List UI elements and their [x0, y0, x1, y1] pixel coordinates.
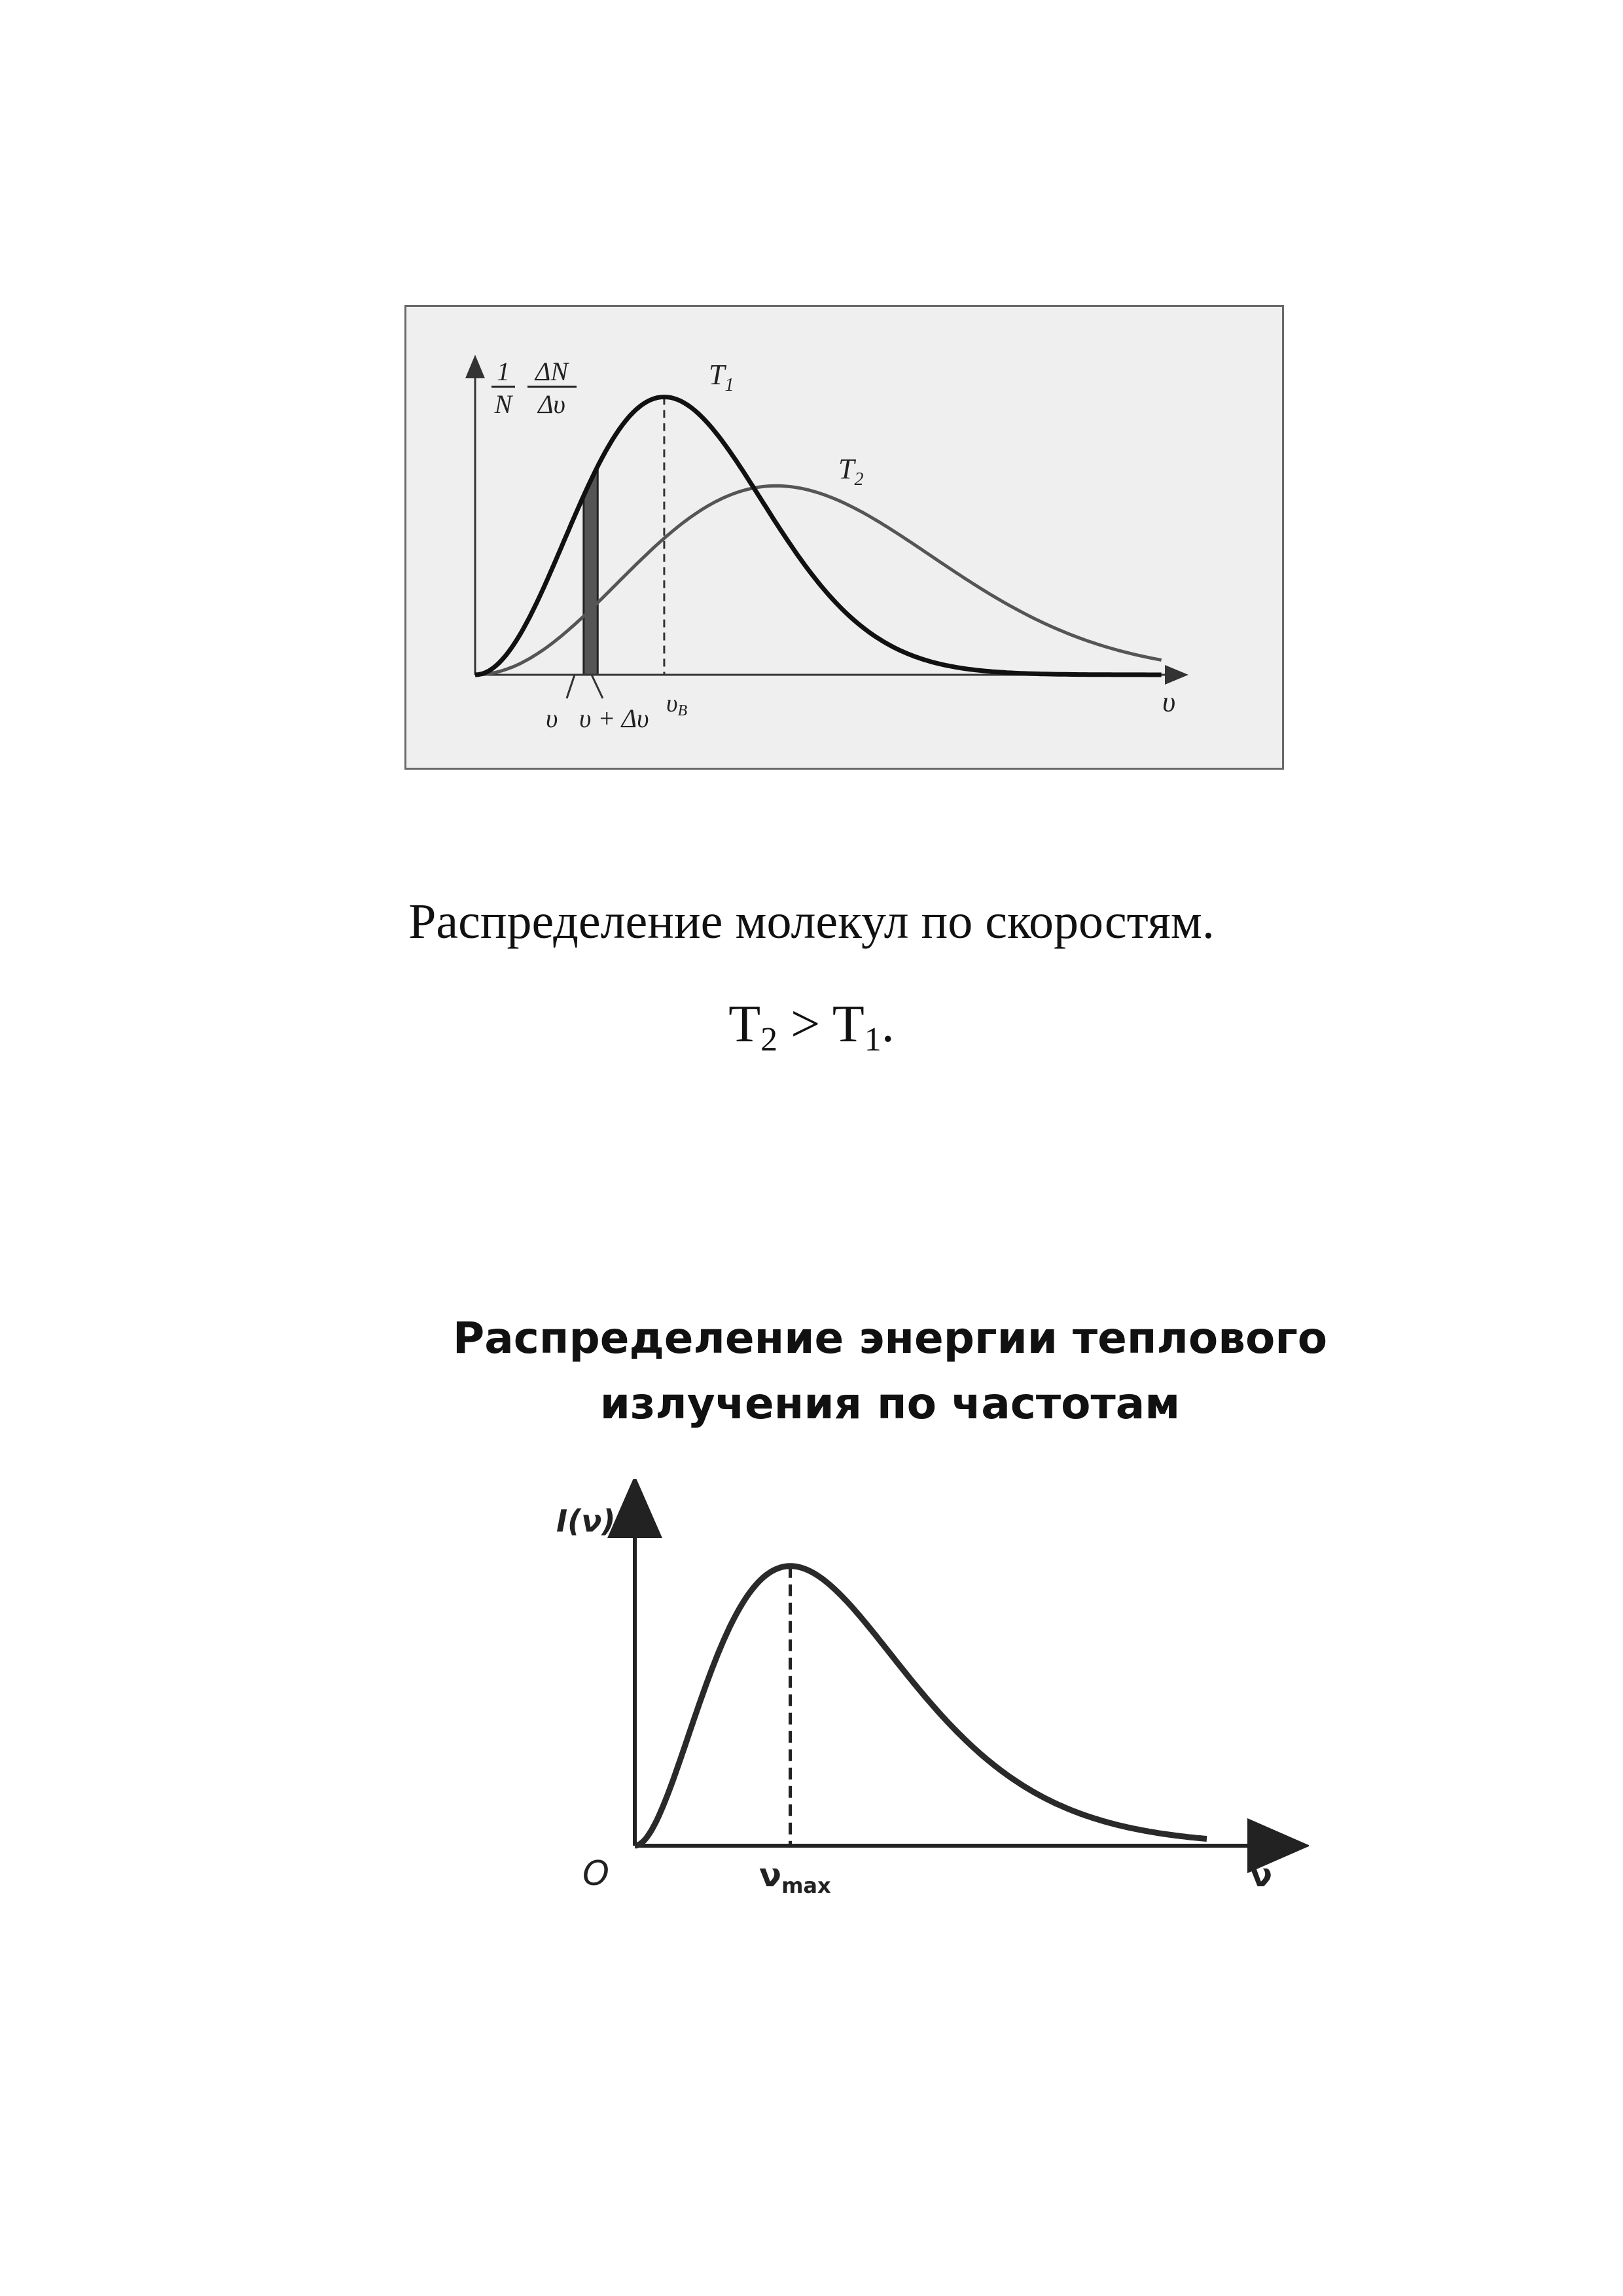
chart2-series-line	[635, 1566, 1207, 1846]
chart1-label-v-dv: υ + Δυ	[579, 704, 649, 733]
chart1-caption: Распределение молекул по скоростям.	[408, 894, 1215, 949]
chart1-plot	[406, 307, 1286, 772]
chart1-series-t1-line	[475, 397, 1162, 675]
chart1-legend-t1: $T_1$	[709, 359, 734, 395]
chart1-ylabel-f2-den: Δυ	[538, 389, 565, 419]
chart2-peak-label: $\nu_{max}$	[759, 1856, 831, 1898]
chart1-ylabel-f1-den: N	[494, 389, 512, 419]
chart1-v-tick	[567, 675, 575, 698]
chart1-temperature-inequality: $T_2 > T_1$.	[728, 996, 895, 1058]
chart1-label-v: υ	[546, 704, 558, 733]
chart2-title-line1: Распределение энергии теплового	[452, 1313, 1328, 1363]
chart1-vdv-tick	[592, 675, 603, 698]
chart1-frame	[404, 305, 1284, 770]
chart1-xlabel: υ	[1162, 686, 1176, 718]
chart2-title	[366, 1306, 1414, 1437]
chart1-label-vb: υB	[666, 690, 688, 719]
chart2-origin-label: O	[582, 1854, 609, 1893]
chart2-title-line2: излучения по частотам	[599, 1378, 1181, 1429]
chart2-ylabel: I(ν)	[556, 1503, 616, 1539]
chart2-plot	[550, 1479, 1309, 1911]
chart1-legend-t2: $T_2$	[838, 453, 864, 490]
chart1-ylabel-f2-num: ΔN	[535, 357, 569, 386]
chart2-xlabel: ν	[1250, 1856, 1273, 1894]
chart1-ylabel-f1-num: 1	[497, 357, 510, 386]
chart1-velocity-strip	[584, 466, 597, 675]
